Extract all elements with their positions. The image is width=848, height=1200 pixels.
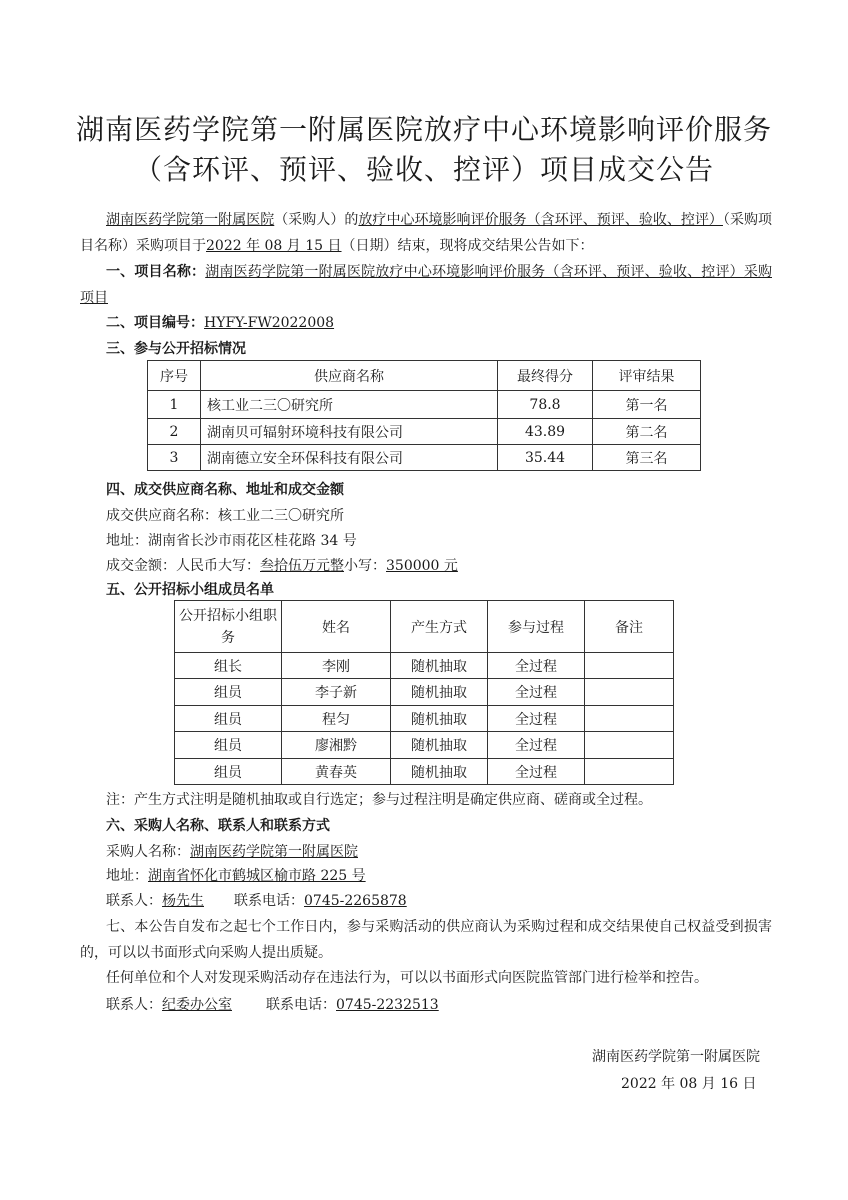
panel-cell: 随机抽取	[391, 759, 488, 785]
panel-cell: 廖湘黔	[282, 732, 391, 759]
buyer-name-label: 采购人名称：	[106, 844, 190, 860]
section-7-paragraph: 七、本公告自发布之起七个工作日内，参与采购活动的供应商认为采购过程和成交结果使自己权益受到损害的，可以以书面形式向采购人提出质疑。	[80, 919, 772, 961]
buyer-contact-value: 杨先生	[162, 893, 204, 909]
bid-cell: 2	[148, 419, 201, 445]
bid-header-cell: 评审结果	[593, 361, 701, 391]
panel-table-header	[175, 601, 674, 653]
supplier-address: 地址：湖南省长沙市雨花区桂花路 34 号	[106, 533, 357, 549]
panel-cell	[585, 732, 674, 759]
buyer-name-value: 湖南医药学院第一附属医院	[190, 844, 358, 860]
panel-cell	[585, 679, 674, 706]
amount-upper: 叁拾伍万元整	[260, 558, 344, 574]
panel-cell: 全过程	[488, 732, 585, 759]
bid-header-cell: 供应商名称	[201, 361, 498, 391]
bid-table	[147, 360, 701, 471]
panel-cell: 组员	[175, 679, 282, 706]
panel-cell: 程匀	[282, 706, 391, 732]
panel-cell: 组长	[175, 653, 282, 679]
bid-cell: 第二名	[593, 419, 701, 445]
intro-date: 2022 年 08 月 15 日	[206, 238, 342, 254]
page-title-line-1: 湖南医药学院第一附属医院放疗中心环境影响评价服务	[75, 113, 772, 146]
table-row	[148, 391, 701, 419]
buyer-name	[106, 842, 358, 862]
panel-cell: 李子新	[282, 679, 391, 706]
panel-cell	[585, 653, 674, 679]
signature-org: 湖南医药学院第一附属医院	[592, 1049, 760, 1065]
section-5-heading: 五、公开招标小组成员名单	[106, 582, 274, 598]
intro-project: 放疗中心环境影响评价服务（含环评、预评、验收、控评）	[358, 212, 723, 228]
panel-cell	[585, 759, 674, 785]
panel-header-cell: 产生方式	[391, 601, 488, 653]
panel-cell: 全过程	[488, 679, 585, 706]
bid-cell: 湖南贝可辐射环境科技有限公司	[201, 419, 498, 445]
panel-cell: 组员	[175, 732, 282, 759]
intro-text-3: （日期）结束，现将成交结果公告如下：	[341, 238, 594, 254]
buyer-address	[106, 866, 366, 886]
bid-cell: 第一名	[593, 391, 701, 419]
supervision-contact-label: 联系人：	[106, 997, 162, 1013]
intro-buyer: 湖南医药学院第一附属医院	[106, 212, 275, 228]
section-2-value: HYFY-FW2022008	[204, 315, 335, 331]
panel-header-cell: 参与过程	[488, 601, 585, 653]
panel-cell	[585, 706, 674, 732]
supervision-contact-value: 纪委办公室	[162, 997, 232, 1013]
winning-supplier: 成交供应商名称：核工业二三〇研究所	[106, 508, 344, 524]
bid-table-header	[148, 361, 701, 391]
bid-cell: 3	[148, 445, 201, 471]
table-row	[175, 759, 674, 785]
buyer-contact	[106, 891, 407, 911]
section-2-label: 二、项目编号：	[106, 315, 204, 331]
buyer-contact-label: 联系人：	[106, 893, 162, 909]
section-1-label: 一、项目名称：	[106, 264, 206, 280]
panel-cell: 李刚	[282, 653, 391, 679]
page-title-line-2: （含环评、预评、验收、控评）项目成交公告	[133, 153, 714, 186]
section-3-heading: 三、参与公开招标情况	[106, 341, 246, 357]
table-row	[148, 419, 701, 445]
panel-cell: 全过程	[488, 759, 585, 785]
panel-cell: 随机抽取	[391, 706, 488, 732]
panel-table	[174, 600, 674, 785]
buyer-phone-label: 联系电话：	[234, 893, 304, 909]
buyer-address-label: 地址：	[106, 868, 148, 884]
buyer-address-value: 湖南省怀化市鹤城区榆市路 225 号	[148, 868, 366, 884]
contract-amount	[106, 556, 458, 576]
panel-cell: 随机抽取	[391, 679, 488, 706]
bid-cell: 湖南德立安全环保科技有限公司	[201, 445, 498, 471]
panel-cell: 随机抽取	[391, 732, 488, 759]
panel-cell: 随机抽取	[391, 653, 488, 679]
supervision-phone-label: 联系电话：	[266, 997, 336, 1013]
panel-cell: 黄春英	[282, 759, 391, 785]
panel-cell: 全过程	[488, 653, 585, 679]
panel-cell: 组员	[175, 759, 282, 785]
panel-header-cell: 姓名	[282, 601, 391, 653]
section-6-heading: 六、采购人名称、联系人和联系方式	[106, 818, 330, 834]
panel-header-cell: 备注	[585, 601, 674, 653]
amount-small-label: 小写：	[344, 558, 386, 574]
intro-text-2: （采购项目名称）采购项目于	[80, 212, 773, 254]
bid-header-cell: 最终得分	[498, 361, 593, 391]
bid-cell: 第三名	[593, 445, 701, 471]
section-4-heading: 四、成交供应商名称、地址和成交金额	[106, 482, 344, 498]
amount-label: 成交金额：人民币大写：	[106, 558, 260, 574]
table-row	[175, 732, 674, 759]
panel-header-cell: 公开招标小组职务	[175, 601, 282, 653]
amount-small: 350000 元	[386, 558, 458, 574]
signature-date: 2022 年 08 月 16 日	[621, 1076, 757, 1092]
section-1-project-name	[80, 259, 772, 311]
panel-cell: 组员	[175, 706, 282, 732]
bid-cell: 1	[148, 391, 201, 419]
panel-note: 注：产生方式注明是随机抽取或自行选定；参与过程注明是确定供应商、磋商或全过程。	[106, 792, 652, 808]
section-1-value: 湖南医药学院第一附属医院放疗中心环境影响评价服务（含环评、预评、验收、控评）采购项目	[80, 264, 772, 306]
intro-paragraph	[80, 207, 772, 259]
table-row	[148, 445, 701, 471]
supervision-contact	[106, 995, 439, 1015]
section-2-project-number	[106, 313, 334, 333]
bid-cell: 35.44	[498, 445, 593, 471]
table-row	[175, 706, 674, 732]
bid-cell: 78.8	[498, 391, 593, 419]
table-row	[175, 653, 674, 679]
supervision-phone-value: 0745-2232513	[336, 997, 439, 1013]
intro-text-1: （采购人）的	[274, 212, 359, 228]
bid-header-cell: 序号	[148, 361, 201, 391]
panel-cell: 全过程	[488, 706, 585, 732]
bid-cell: 43.89	[498, 419, 593, 445]
buyer-phone-value: 0745-2265878	[304, 893, 407, 909]
bid-cell: 核工业二三〇研究所	[201, 391, 498, 419]
report-text: 任何单位和个人对发现采购活动存在违法行为，可以以书面形式向医院监管部门进行检举和控告。	[106, 970, 708, 986]
table-row	[175, 679, 674, 706]
